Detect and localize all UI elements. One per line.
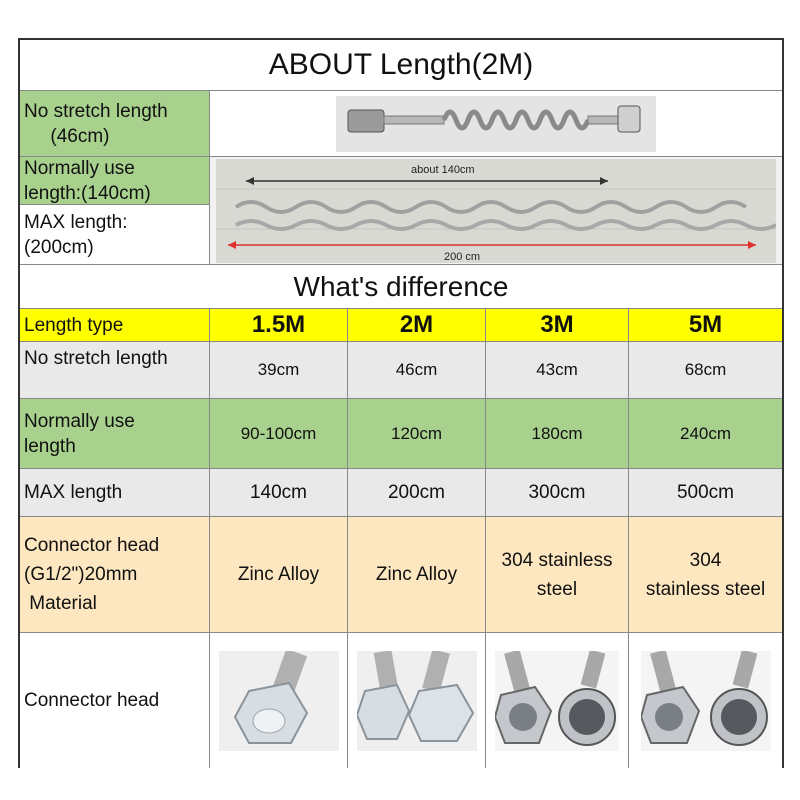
cell-text: Zinc Alloy <box>237 563 320 585</box>
steel-connector-icon <box>495 651 619 751</box>
table-cell <box>210 342 348 399</box>
row-label-material-text: Connector head (G1/2")20mm Material <box>24 535 160 614</box>
header-col-2-text: 2M <box>399 311 434 338</box>
table-cell <box>486 399 629 469</box>
table-cell <box>629 399 782 469</box>
cell-text: 68cm <box>684 360 727 379</box>
top-label-normal-text: Normally use length:(140cm) <box>24 157 151 204</box>
row-label-no-stretch-text: No stretch length <box>24 348 168 369</box>
table-cell <box>629 469 782 517</box>
stretched-hose-icon <box>216 159 776 263</box>
table-cell <box>348 342 486 399</box>
header-col-3 <box>486 309 629 342</box>
page-title-text: ABOUT Length(2M) <box>268 48 534 81</box>
cell-text: 43cm <box>536 360 578 379</box>
cell-text: Zinc Alloy <box>375 563 458 585</box>
row-label-material <box>20 517 210 633</box>
table-cell <box>348 469 486 517</box>
table-cell <box>210 469 348 517</box>
header-col-1 <box>210 309 348 342</box>
top-label-max <box>20 205 210 265</box>
cell-text: 300cm <box>528 481 586 503</box>
table-cell <box>486 517 629 633</box>
top-label-no-stretch-text: No stretch length (46cm) <box>24 100 168 147</box>
header-col-4-text: 5M <box>688 311 723 338</box>
table-cell <box>629 517 782 633</box>
coiled-hose-icon <box>336 96 656 152</box>
cell-text: 140cm <box>249 481 308 503</box>
steel-connector-photo <box>629 633 782 768</box>
zinc-connector-icon <box>219 651 339 751</box>
page-title <box>20 40 782 91</box>
row-label-normal <box>20 399 210 469</box>
table-cell <box>486 469 629 517</box>
row-label-max-text: MAX length <box>24 482 123 503</box>
header-col-2 <box>348 309 486 342</box>
coiled-hose-photo <box>210 91 782 157</box>
normal-length-annotation: about 140cm <box>411 163 475 176</box>
header-col-3-text: 3M <box>540 311 574 338</box>
cell-text: 46cm <box>395 360 438 379</box>
table-cell <box>348 517 486 633</box>
top-label-max-text: MAX length: (200cm) <box>24 211 128 258</box>
zinc-connector-photo <box>348 633 486 768</box>
spec-table <box>18 38 784 768</box>
table-cell <box>210 517 348 633</box>
row-label-connector-photo <box>20 633 210 768</box>
zinc-connector-icon <box>357 651 477 751</box>
zinc-connector-photo <box>210 633 348 768</box>
row-label-no-stretch <box>20 342 210 399</box>
table-cell <box>629 342 782 399</box>
section-title <box>20 265 782 309</box>
cell-text: 240cm <box>679 423 732 443</box>
cell-text: 120cm <box>390 423 443 443</box>
top-label-normal <box>20 157 210 205</box>
table-cell <box>348 399 486 469</box>
cell-text: 39cm <box>257 360 300 379</box>
row-label-normal-text: Normally use length <box>24 410 135 457</box>
row-label-connector-photo-text: Connector head <box>24 690 160 711</box>
header-length-type-text: Length type <box>24 314 124 336</box>
cell-text: 304 stainless steel <box>645 549 766 600</box>
table-cell <box>210 399 348 469</box>
cell-text: 90-100cm <box>240 423 317 443</box>
cell-text: 200cm <box>387 481 446 503</box>
row-label-max <box>20 469 210 517</box>
top-label-no-stretch <box>20 91 210 157</box>
section-title-text: What's difference <box>293 270 509 302</box>
max-length-annotation: 200 cm <box>444 250 481 263</box>
header-length-type <box>20 309 210 342</box>
cell-text: 500cm <box>676 481 735 503</box>
cell-text: 304 stainless steel <box>501 549 613 600</box>
stretched-hose-photo <box>210 157 782 265</box>
steel-connector-photo <box>486 633 629 768</box>
table-cell <box>486 342 629 399</box>
header-col-1-text: 1.5M <box>251 311 306 338</box>
cell-text: 180cm <box>531 423 583 443</box>
steel-connector-icon <box>641 651 771 751</box>
header-col-4 <box>629 309 782 342</box>
